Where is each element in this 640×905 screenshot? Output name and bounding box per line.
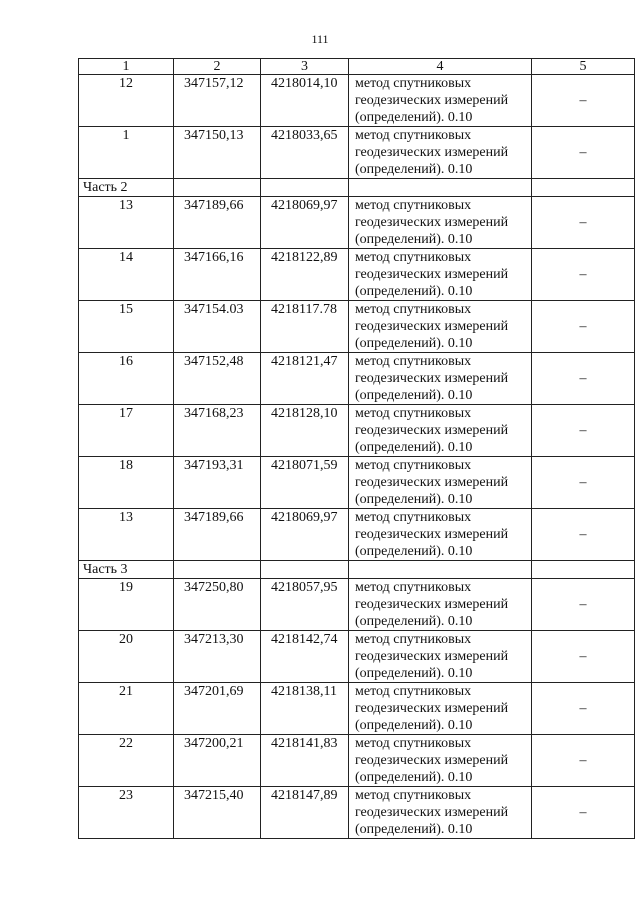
method-description	[349, 579, 532, 631]
method-line: метод спутниковых	[355, 406, 472, 421]
method-line: метод спутниковых	[355, 302, 472, 317]
method-line: геодезических измерений	[355, 145, 509, 160]
table-row	[79, 631, 635, 683]
method-description	[349, 197, 532, 249]
method-description	[349, 301, 532, 353]
table-row	[79, 683, 635, 735]
point-number: 15	[79, 301, 174, 353]
coordinate-x: 347152,48	[174, 353, 261, 405]
coordinate-y: 4218142,74	[261, 631, 349, 683]
empty-value-dash: –	[532, 735, 635, 787]
empty-value-dash: –	[532, 75, 635, 127]
empty-value-dash: –	[532, 631, 635, 683]
method-line: метод спутниковых	[355, 580, 472, 595]
point-number: 20	[79, 631, 174, 683]
coordinate-y: 4218014,10	[261, 75, 349, 127]
table-row	[79, 197, 635, 249]
coordinate-y: 4218141,83	[261, 735, 349, 787]
table-row	[79, 405, 635, 457]
method-line: метод спутниковых	[355, 458, 472, 473]
table-row	[79, 787, 635, 839]
empty-value-dash: –	[532, 579, 635, 631]
table-row	[79, 579, 635, 631]
table-row	[79, 249, 635, 301]
coordinate-x: 347189,66	[174, 509, 261, 561]
coordinate-y: 4218057,95	[261, 579, 349, 631]
coordinate-x: 347201,69	[174, 683, 261, 735]
table-row	[79, 457, 635, 509]
method-line: (определений). 0.10	[355, 614, 473, 629]
empty-cell	[174, 561, 261, 579]
coordinate-y: 4218121,47	[261, 353, 349, 405]
method-line: (определений). 0.10	[355, 492, 473, 507]
coordinates-table	[78, 58, 635, 839]
table-row	[79, 301, 635, 353]
empty-cell	[261, 179, 349, 197]
method-line: (определений). 0.10	[355, 822, 473, 837]
point-number: 22	[79, 735, 174, 787]
point-number: 19	[79, 579, 174, 631]
header-cell-1: 1	[79, 59, 174, 75]
empty-value-dash: –	[532, 509, 635, 561]
point-number: 17	[79, 405, 174, 457]
method-description	[349, 735, 532, 787]
method-description	[349, 127, 532, 179]
coordinate-x: 347189,66	[174, 197, 261, 249]
part-heading-row	[79, 561, 635, 579]
coordinate-x: 347168,23	[174, 405, 261, 457]
coordinate-x: 347157,12	[174, 75, 261, 127]
empty-value-dash: –	[532, 353, 635, 405]
coordinate-y: 4218033,65	[261, 127, 349, 179]
coordinate-x: 347166,16	[174, 249, 261, 301]
method-line: метод спутниковых	[355, 198, 472, 213]
method-line: (определений). 0.10	[355, 388, 473, 403]
coordinate-y: 4218071,59	[261, 457, 349, 509]
method-line: метод спутниковых	[355, 128, 472, 143]
method-description	[349, 683, 532, 735]
method-line: (определений). 0.10	[355, 232, 473, 247]
table-row	[79, 75, 635, 127]
method-line: геодезических измерений	[355, 753, 509, 768]
table-row	[79, 353, 635, 405]
part-label: Часть 2	[79, 179, 174, 197]
method-line: геодезических измерений	[355, 215, 509, 230]
method-line: геодезических измерений	[355, 93, 509, 108]
table-row	[79, 127, 635, 179]
point-number: 18	[79, 457, 174, 509]
method-line: метод спутниковых	[355, 250, 472, 265]
coordinate-y: 4218069,97	[261, 509, 349, 561]
part-heading-row	[79, 179, 635, 197]
coordinate-y: 4218122,89	[261, 249, 349, 301]
header-cell-3: 3	[261, 59, 349, 75]
method-description	[349, 787, 532, 839]
empty-cell	[532, 179, 635, 197]
empty-cell	[349, 179, 532, 197]
method-line: (определений). 0.10	[355, 162, 473, 177]
empty-value-dash: –	[532, 683, 635, 735]
method-line: геодезических измерений	[355, 805, 509, 820]
method-line: (определений). 0.10	[355, 770, 473, 785]
coordinate-x: 347193,31	[174, 457, 261, 509]
method-line: (определений). 0.10	[355, 440, 473, 455]
empty-cell	[532, 561, 635, 579]
method-line: (определений). 0.10	[355, 718, 473, 733]
empty-value-dash: –	[532, 127, 635, 179]
method-line: (определений). 0.10	[355, 284, 473, 299]
coordinate-x: 347200,21	[174, 735, 261, 787]
empty-value-dash: –	[532, 197, 635, 249]
coordinate-y: 4218117.78	[261, 301, 349, 353]
method-line: геодезических измерений	[355, 423, 509, 438]
empty-value-dash: –	[532, 787, 635, 839]
method-line: геодезических измерений	[355, 597, 509, 612]
method-description	[349, 405, 532, 457]
method-line: (определений). 0.10	[355, 110, 473, 125]
method-description	[349, 353, 532, 405]
method-line: метод спутниковых	[355, 788, 472, 803]
point-number: 13	[79, 197, 174, 249]
method-description	[349, 75, 532, 127]
empty-value-dash: –	[532, 249, 635, 301]
table-row	[79, 735, 635, 787]
header-row	[79, 59, 635, 75]
coordinate-x: 347250,80	[174, 579, 261, 631]
method-line: метод спутниковых	[355, 354, 472, 369]
empty-cell	[261, 561, 349, 579]
empty-value-dash: –	[532, 405, 635, 457]
point-number: 12	[79, 75, 174, 127]
page-number: 111	[311, 32, 329, 46]
method-line: геодезических измерений	[355, 527, 509, 542]
point-number: 16	[79, 353, 174, 405]
method-line: метод спутниковых	[355, 76, 472, 91]
coordinate-y: 4218147,89	[261, 787, 349, 839]
method-line: геодезических измерений	[355, 371, 509, 386]
method-line: метод спутниковых	[355, 684, 472, 699]
point-number: 1	[79, 127, 174, 179]
part-label: Часть 3	[79, 561, 174, 579]
point-number: 23	[79, 787, 174, 839]
empty-value-dash: –	[532, 301, 635, 353]
point-number: 14	[79, 249, 174, 301]
method-line: (определений). 0.10	[355, 544, 473, 559]
coordinate-y: 4218069,97	[261, 197, 349, 249]
header-cell-5: 5	[532, 59, 635, 75]
coordinate-x: 347150,13	[174, 127, 261, 179]
header-cell-4: 4	[349, 59, 532, 75]
table-row	[79, 509, 635, 561]
method-line: геодезических измерений	[355, 649, 509, 664]
coordinate-x: 347215,40	[174, 787, 261, 839]
method-line: геодезических измерений	[355, 475, 509, 490]
method-description	[349, 249, 532, 301]
coordinate-y: 4218138,11	[261, 683, 349, 735]
header-cell-2: 2	[174, 59, 261, 75]
empty-cell	[174, 179, 261, 197]
method-line: метод спутниковых	[355, 736, 472, 751]
method-line: (определений). 0.10	[355, 336, 473, 351]
method-description	[349, 509, 532, 561]
method-description	[349, 631, 532, 683]
method-line: метод спутниковых	[355, 632, 472, 647]
method-line: геодезических измерений	[355, 267, 509, 282]
coordinate-y: 4218128,10	[261, 405, 349, 457]
coordinate-x: 347154.03	[174, 301, 261, 353]
coordinate-x: 347213,30	[174, 631, 261, 683]
method-line: геодезических измерений	[355, 701, 509, 716]
point-number: 21	[79, 683, 174, 735]
method-description	[349, 457, 532, 509]
method-line: метод спутниковых	[355, 510, 472, 525]
method-line: (определений). 0.10	[355, 666, 473, 681]
point-number: 13	[79, 509, 174, 561]
method-line: геодезических измерений	[355, 319, 509, 334]
empty-value-dash: –	[532, 457, 635, 509]
empty-cell	[349, 561, 532, 579]
